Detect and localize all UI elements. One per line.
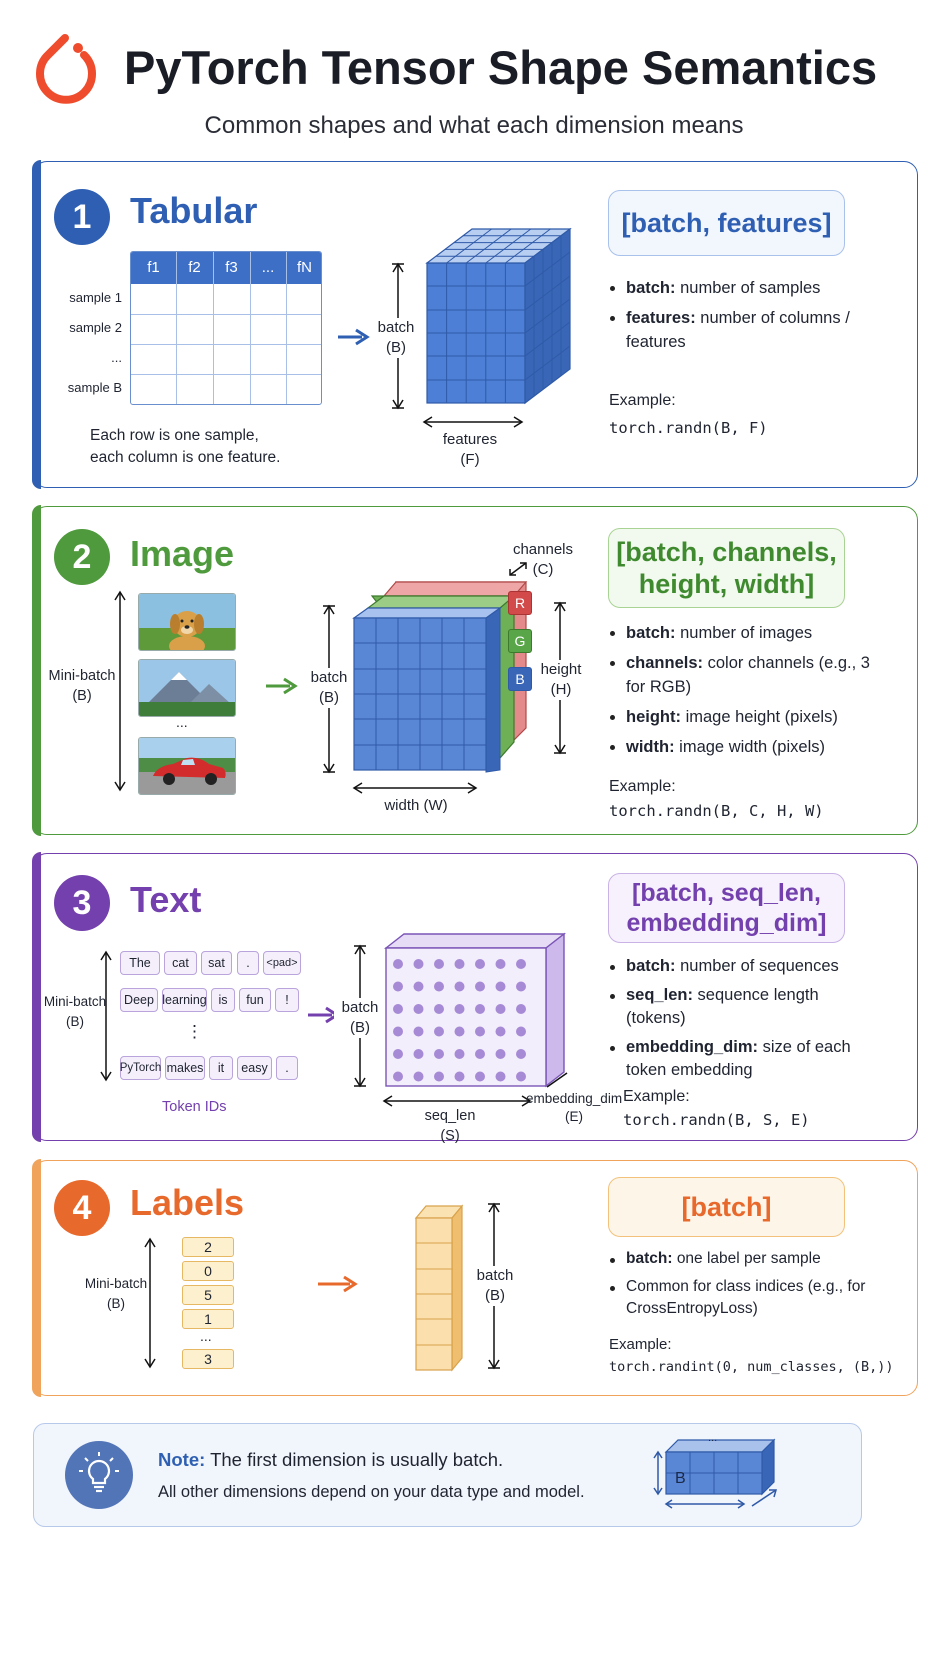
note-cube-dots: ... <box>708 1432 718 1444</box>
seq-len-dimension-label <box>410 1106 490 1146</box>
dim-name: batch <box>341 999 379 1016</box>
dim-name: Mini-batch <box>43 994 107 1009</box>
embedding-dot <box>475 1072 485 1082</box>
bullet-item <box>608 306 868 354</box>
dim-symbol: (F) <box>460 451 480 468</box>
shape-line: height, width] <box>638 569 815 599</box>
embedding-dot <box>496 1004 506 1014</box>
dim-name: batch <box>377 319 415 336</box>
token-chip: makes <box>165 1056 205 1080</box>
embedding-dot <box>496 1072 506 1082</box>
mountain-image <box>138 659 236 717</box>
features-dimension-arrow <box>422 414 524 430</box>
example-label: Example: <box>623 1088 690 1105</box>
embedding-dot <box>414 959 424 969</box>
dim-name: Mini-batch <box>84 1276 148 1291</box>
bullet-text: number of sequences <box>680 957 839 975</box>
batch-dimension-label <box>468 1266 522 1306</box>
section-number-badge: 4 <box>54 1180 110 1236</box>
minibatch-label <box>44 666 120 706</box>
embedding-dot <box>455 1027 465 1037</box>
shape-signature: [batch] <box>608 1177 845 1237</box>
token-chip: learning <box>162 988 207 1012</box>
embedding-dot <box>455 1004 465 1014</box>
table-caption <box>90 425 280 469</box>
bullet-item <box>608 955 870 978</box>
example-code: torch.randn(B, F) <box>609 419 768 437</box>
section-number-badge: 1 <box>54 189 110 245</box>
bullet-key: features: <box>626 309 696 327</box>
batch-features-cube <box>420 225 580 410</box>
embedding-dot <box>516 1027 526 1037</box>
pytorch-logo-icon <box>34 34 98 112</box>
bullet-text: sequence length (tokens) <box>626 986 819 1027</box>
embedding-dot <box>516 1004 526 1014</box>
note-line-2: All other dimensions depend on your data type and model. <box>158 1483 585 1501</box>
note-cube-icon <box>652 1434 782 1514</box>
width-dimension-label: width (W) <box>384 797 448 814</box>
table-row-label: sample 1 <box>69 290 122 305</box>
caption-line: each column is one feature. <box>90 449 281 466</box>
dim-symbol: (B) <box>350 1019 370 1036</box>
shape-signature: [batch, features] <box>608 190 845 256</box>
bullet-key: batch: <box>626 1250 673 1267</box>
dim-name: Mini-batch <box>48 668 116 684</box>
dim-symbol: (C) <box>532 561 554 578</box>
page-subtitle: Common shapes and what each dimension means <box>204 112 744 139</box>
embedding-dot <box>414 1004 424 1014</box>
embedding-dot <box>475 1027 485 1037</box>
token-chip: easy <box>237 1056 272 1080</box>
dimension-bullets <box>608 1248 870 1326</box>
dim-name: channels <box>512 541 574 558</box>
shape-line: embedding_dim] <box>626 909 827 937</box>
table-row-label: sample 2 <box>69 320 122 335</box>
label-vector <box>412 1202 466 1372</box>
note-key: Note: <box>158 1449 206 1470</box>
channel-g-chip: G <box>508 629 532 653</box>
embedding-dot <box>475 1049 485 1059</box>
dog-photo-icon <box>139 594 235 650</box>
note-text: The first dimension is usually batch. <box>210 1449 504 1470</box>
bullet-text: number of samples <box>680 279 821 297</box>
note-cube-label: B <box>675 1470 686 1487</box>
bullet-item <box>608 276 868 300</box>
bullet-item <box>608 705 870 729</box>
section-accent-bar <box>32 160 41 489</box>
embedding-dot <box>516 959 526 969</box>
lightbulb-icon <box>65 1441 133 1509</box>
caption-line: Each row is one sample, <box>90 427 259 444</box>
section-title: Text <box>130 879 202 920</box>
embedding-dot <box>434 1049 444 1059</box>
channel-b-chip: B <box>508 667 532 691</box>
note-line-1 <box>158 1449 503 1471</box>
table-row-label: sample B <box>67 380 122 395</box>
embedding-dot <box>393 982 403 992</box>
shape-line: [batch, channels, <box>616 537 837 567</box>
minibatch-label <box>40 992 110 1032</box>
embedding-dot <box>393 1072 403 1082</box>
bullet-item <box>608 1248 870 1270</box>
height-dimension-label <box>536 660 586 700</box>
bullet-key: batch: <box>626 624 676 642</box>
embedding-dot <box>434 1072 444 1082</box>
dim-symbol: (B) <box>107 1296 125 1311</box>
token-chip: . <box>276 1056 298 1080</box>
table-column-header: fN <box>297 259 312 276</box>
dim-name: embedding_dim <box>526 1091 623 1106</box>
bullet-key: width: <box>626 738 675 756</box>
bullet-item <box>608 984 870 1030</box>
channels-dimension-arrow <box>507 560 529 578</box>
mountain-photo-icon <box>139 660 235 716</box>
dimension-bullets <box>608 276 868 360</box>
dim-symbol: (B) <box>319 689 339 706</box>
labels-ellipsis: ... <box>200 1328 212 1344</box>
bullet-key: batch: <box>626 279 676 297</box>
embedding-dimension-arrow <box>544 1070 570 1090</box>
shape-signature <box>608 873 845 943</box>
bullet-text: image width (pixels) <box>679 738 825 756</box>
embedding-dot <box>516 982 526 992</box>
arrow-right-icon <box>316 1275 358 1293</box>
embedding-dot <box>455 1072 465 1082</box>
bullet-key: embedding_dim: <box>626 1038 759 1056</box>
dim-name: batch <box>310 669 348 686</box>
minibatch-label <box>82 1274 150 1314</box>
embedding-dot <box>393 959 403 969</box>
token-chip: cat <box>164 951 197 975</box>
section-number-badge: 2 <box>54 529 110 585</box>
embedding-dimension-label <box>526 1090 622 1126</box>
dim-name: seq_len <box>424 1108 476 1124</box>
dim-symbol: (B) <box>72 688 92 704</box>
token-chip: it <box>209 1056 233 1080</box>
dimension-bullets <box>608 955 870 1088</box>
dim-symbol: (B) <box>386 339 406 356</box>
label-value-chip: 1 <box>182 1309 234 1329</box>
bullet-text: number of columns / features <box>626 309 850 351</box>
example-code: torch.randn(B, S, E) <box>623 1111 810 1129</box>
label-value-chip: 2 <box>182 1237 234 1257</box>
embedding-dot <box>434 1027 444 1037</box>
table-column-header: f1 <box>147 259 160 276</box>
arrow-right-icon <box>336 328 370 346</box>
bullet-item <box>608 735 870 759</box>
embedding-dot <box>516 1049 526 1059</box>
token-vdots: ⋮ <box>186 1022 203 1041</box>
label-value-chip: 3 <box>182 1349 234 1369</box>
embedding-dot <box>455 959 465 969</box>
section-title: Tabular <box>130 190 258 231</box>
embedding-dot <box>496 959 506 969</box>
embedding-dot <box>414 982 424 992</box>
shape-signature <box>608 528 845 608</box>
embedding-dot <box>475 1004 485 1014</box>
embedding-dot <box>455 1049 465 1059</box>
dim-symbol: (H) <box>550 681 572 698</box>
bullet-text: number of images <box>680 624 813 642</box>
arrow-right-icon <box>264 677 298 695</box>
table-column-header: ... <box>261 259 275 276</box>
example-code: torch.randn(B, C, H, W) <box>609 802 824 820</box>
embedding-dot <box>393 1004 403 1014</box>
features-table <box>130 251 322 405</box>
embedding-dot <box>414 1072 424 1082</box>
token-chip: . <box>237 951 259 975</box>
token-chip: fun <box>239 988 271 1012</box>
section-title: Labels <box>130 1182 245 1223</box>
embedding-dot <box>393 1027 403 1037</box>
token-chip: <pad> <box>263 951 301 975</box>
car-photo-icon <box>139 738 235 794</box>
bullet-text: Common for class indices (e.g., for CrossEntropyLoss) <box>626 1278 866 1317</box>
token-chip: PyTorch <box>120 1056 161 1080</box>
embedding-dot <box>434 1004 444 1014</box>
dog-image <box>138 593 236 651</box>
token-chip: ! <box>275 988 299 1012</box>
bullet-item <box>608 621 870 645</box>
section-accent-bar <box>32 505 41 836</box>
dim-name: features <box>442 431 498 448</box>
section-accent-bar <box>32 1159 41 1397</box>
dim-symbol: (B) <box>485 1287 505 1304</box>
page-title: PyTorch Tensor Shape Semantics <box>124 41 878 94</box>
embedding-dot <box>496 982 506 992</box>
label-value-chip: 5 <box>182 1285 234 1305</box>
bullet-key: channels: <box>626 654 704 672</box>
shape-line: [batch, seq_len, <box>632 879 821 907</box>
token-chip: The <box>120 951 160 975</box>
dim-symbol: (S) <box>440 1128 460 1144</box>
table-column-header: f3 <box>225 259 238 276</box>
embedding-dot <box>393 1049 403 1059</box>
bullet-text: color channels (e.g., 3 for RGB) <box>626 654 870 696</box>
embedding-dot <box>496 1027 506 1037</box>
bullet-key: height: <box>626 708 681 726</box>
example-label: Example: <box>609 778 676 795</box>
embedding-dot <box>496 1049 506 1059</box>
bullet-text: one label per sample <box>676 1250 821 1267</box>
section-title: Image <box>130 533 235 574</box>
embedding-dot <box>414 1049 424 1059</box>
bullet-item <box>608 1276 870 1320</box>
embedding-dot <box>434 959 444 969</box>
dimension-bullets <box>608 621 870 765</box>
table-column-header: f2 <box>188 259 201 276</box>
embedding-dot <box>434 982 444 992</box>
lightbulb-badge <box>65 1441 133 1509</box>
width-dimension-arrow <box>352 780 478 796</box>
embedding-dot <box>516 1072 526 1082</box>
embedding-dot <box>455 982 465 992</box>
section-number-badge: 3 <box>54 875 110 931</box>
batch-dimension-label <box>334 998 386 1038</box>
dim-name: height <box>540 661 582 678</box>
table-row-label: ... <box>111 350 122 365</box>
batch-dimension-label <box>302 668 356 708</box>
example-code: torch.randint(0, num_classes, (B,)) <box>609 1359 894 1375</box>
embedding-dot <box>414 1027 424 1037</box>
token-chip: Deep <box>120 988 158 1012</box>
channel-r-chip: R <box>508 591 532 615</box>
bullet-key: batch: <box>626 957 676 975</box>
car-image <box>138 737 236 795</box>
example-label: Example: <box>609 1336 672 1353</box>
embedding-tensor <box>382 930 568 1090</box>
dim-symbol: (E) <box>565 1109 583 1124</box>
embedding-dot <box>475 982 485 992</box>
batch-dimension-label <box>370 318 422 358</box>
label-value-chip: 0 <box>182 1261 234 1281</box>
features-dimension-label <box>430 430 510 470</box>
token-chip: sat <box>201 951 232 975</box>
token-chip: is <box>211 988 235 1012</box>
dim-name: batch <box>476 1267 514 1284</box>
bullet-text: image height (pixels) <box>685 708 838 726</box>
bullet-key: seq_len: <box>626 986 693 1004</box>
example-label: Example: <box>609 392 676 409</box>
image-ellipsis: ... <box>176 714 188 730</box>
dim-symbol: (B) <box>66 1014 84 1029</box>
bullet-item <box>608 651 870 699</box>
embedding-dot <box>475 959 485 969</box>
token-ids-label: Token IDs <box>162 1099 227 1115</box>
bullet-item <box>608 1036 870 1082</box>
bullet-text: size of each token embedding <box>626 1038 851 1079</box>
